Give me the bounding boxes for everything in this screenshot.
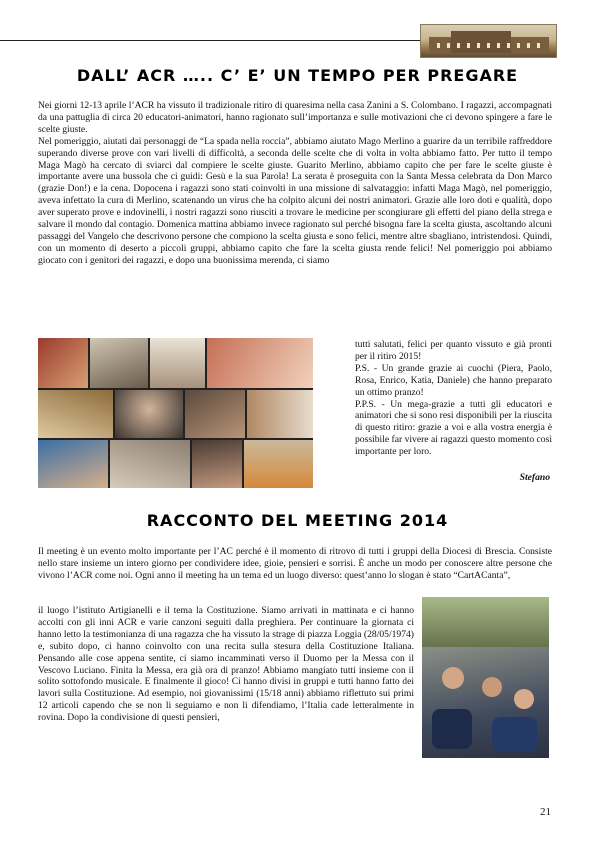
paragraph: P.S. - Un grande grazie ai cuochi (Piera, Paolo, Rosa, Enrico, Katia, Daniele) che hanno preparato un ottimo pranzo! bbox=[355, 362, 552, 398]
article-meeting-body bbox=[38, 605, 414, 724]
paragraph: Nel pomeriggio, aiutati dai personaggi de “La spada nella roccia”, abbiamo aiutato Mago Merlino a guarire da un terribile raffreddore superando diverse prove con vari livelli di difficoltà, a seconda delle scelte che di volta in volta abbiamo fatto. Per tutto il tempo Maga Magò ha cercato di sviarci dal compiere le scelte giuste. Guarito Merlino, abbiamo capito che per fare le scelte giuste è importante avere una bussola che ci guidi: Gesù e la sua Parola! La serata è proseguita con la Santa Messa celebrata da Don Marco (grazie Don!) e la cena. Dopocena i ragazzi sono stati coinvolti in una missione di salvataggio: infatti Maga Magò, nel pomeriggio, aveva infettato la cura di Merlino, scatenando un virus che ha colpito alcuni dei nostri animatori. Grazie alle loro doti e qualità, dopo aver superato prove e indovinelli, i nostri ragazzi sono riusciti a trovare le medicine per scongiurare gli effetti del piano della strega e salvare il mondo dal contagio. Domenica mattina abbiamo invece ragionato sul perché bisogna fare la scelta giusta, ascoltando alcuni passaggi del Vangelo che descrivono persone che compiono la scelta giusta e sono felici, mentre altre sbagliano, intristendosi. Quindi, con un momento di deserto a piccoli gruppi, abbiamo capito che fare la scelta giusta rende felici! Nel pomeriggio poi abbiamo giocato con i genitori dei ragazzi, e dopo una buonissima merenda, ci siamo bbox=[38, 135, 553, 266]
page-number: 21 bbox=[540, 806, 551, 818]
group-photo bbox=[422, 597, 549, 758]
paragraph: Il meeting è un evento molto importante per l’AC perché è il momento di ritrovo di tutti i gruppi della Diocesi di Brescia. Consiste nello stare insieme un intero giorno per condividere idee, gioie, pensieri e sorrisi. È anche un modo per conoscere altre persone che vivono l’ACR come noi. Ogni anno il meeting ha un tema ed un luogo diverso: quest’anno lo slogan è stato “CartACanta”, bbox=[38, 546, 552, 581]
paragraph: Nei giorni 12-13 aprile l’ACR ha vissuto il tradizionale ritiro di quaresima nella casa Zanini a S. Colombano. I ragazzi, accompagnati da una pattuglia di circa 20 educatori-animatori, hanno ragionato sull’importanza e sulle motivazioni che ci devono spingere a fare le scelte giuste. bbox=[38, 100, 552, 135]
article-title-meeting: RACCONTO DEL MEETING 2014 bbox=[146, 511, 449, 530]
header-rule bbox=[0, 40, 425, 41]
paragraph: tutti salutati, felici per quanto vissuto e già pronti per il ritiro 2015! bbox=[355, 339, 552, 362]
paragraph: il luogo l’istituto Artigianelli e il tema la Costituzione. Siamo arrivati in mattinata e ci hanno accolti con gli inni ACR e varie canzoni seguiti dalla preghiera. Per continuare la giornata ci hanno letto la testimonianza di una ragazza che ha vissuto la strage di piazza Loggia (28/05/1974) e, subito dopo, ci hanno coinvolto con una recita sulla stesura della Costituzione Italiana. Pensando alle cose appena sentite, ci siamo incamminati verso il Duomo per la Messa con il Vescovo Luciano. Finita la Messa, era già ora di pranzo! Abbiamo mangiato tutti insieme con il solito sottofondo musicale. E finalmente il gioco! Ci hanno divisi in gruppi e tutti hanno fatto dei lavori sulla Costituzione. Ad esempio, noi giovanissimi (15/18 anni) abbiamo riflettuto sui primi 12 articoli capendo che se non li seguiamo e non li difendiamo, l’Italia cade letteralmente in rovina. Dopo la condivisione di questi pensieri, bbox=[38, 605, 414, 724]
photo-collage bbox=[38, 338, 313, 488]
signature: Stefano bbox=[519, 472, 550, 483]
article-acr-body bbox=[38, 100, 552, 267]
article-title-acr: DALL’ ACR ….. C’ E’ UN TEMPO PER PREGARE bbox=[76, 66, 519, 85]
article-acr-side-text bbox=[355, 339, 552, 458]
paragraph: P.P.S. - Un mega-grazie a tutti gli educatori e animatori che si sono resi disponibili per la riuscita di questo ritiro: grazie a voi e alla vostra energia è possibile far vivere ai ragazzi questo momento così importante per loro. bbox=[355, 398, 552, 458]
header-banner-image bbox=[420, 24, 557, 58]
article-meeting-intro bbox=[38, 546, 552, 582]
